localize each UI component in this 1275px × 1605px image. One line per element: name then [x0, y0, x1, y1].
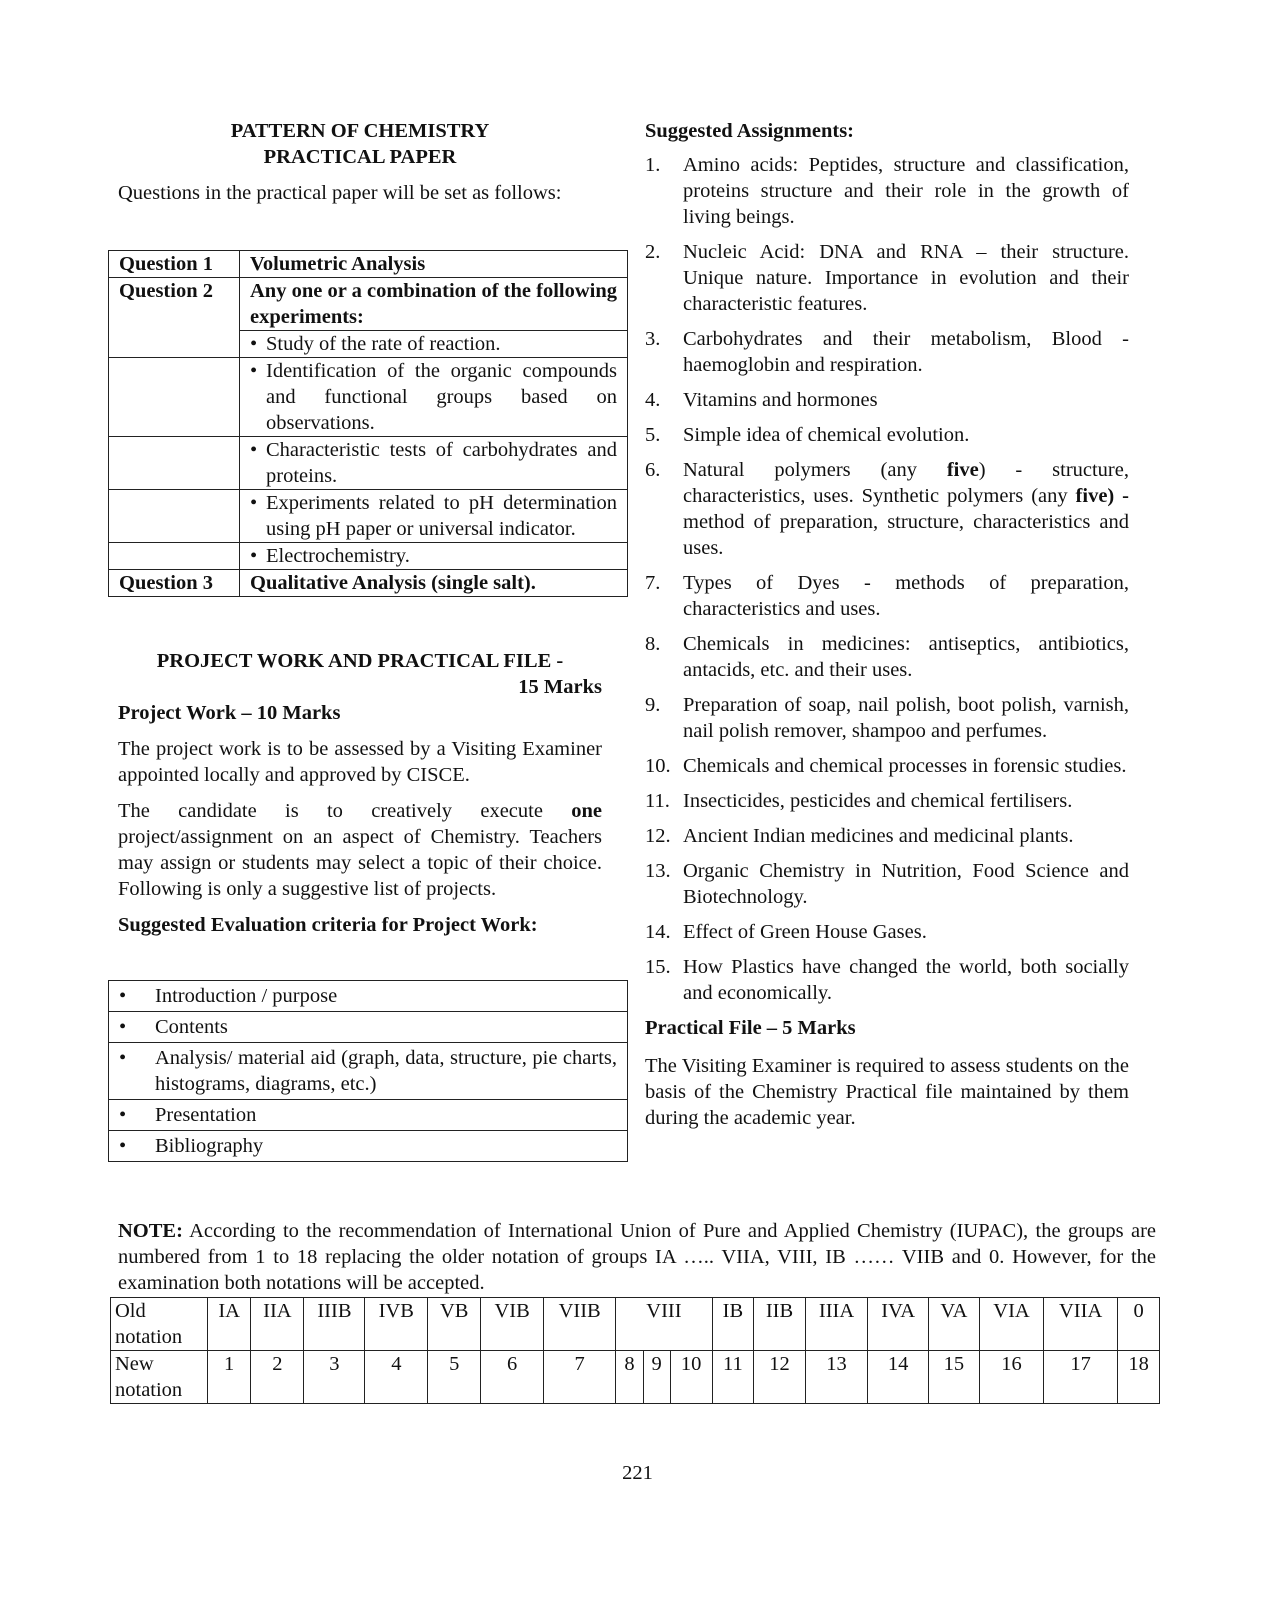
table-row [109, 278, 628, 331]
bullet-icon: • [119, 1135, 127, 1157]
right-column [645, 118, 1129, 1131]
old-notation-label: Old notation [111, 1298, 208, 1351]
list-item: 8. Chemicals in medicines: antiseptics, antibiotics, antacids, etc. and their uses. [645, 633, 1129, 681]
section-title [118, 118, 602, 170]
table-cell: IA [208, 1298, 251, 1351]
table-cell: VIII [616, 1298, 712, 1351]
table-row [109, 1131, 628, 1162]
table-cell: 12 [754, 1351, 805, 1404]
list-item: 14. Effect of Green House Gases. [645, 921, 927, 943]
table-row [109, 570, 628, 597]
questions-table [108, 250, 628, 597]
table-cell: 9 [643, 1351, 670, 1404]
list-item: 3. Carbohydrates and their metabolism, Blood - haemoglobin and respiration. [645, 328, 1129, 376]
project-work-heading: Project Work – 10 Marks [118, 702, 341, 724]
table-cell: VA [928, 1298, 979, 1351]
bullet-icon: • [250, 333, 258, 355]
table-cell: 14 [868, 1351, 929, 1404]
bullet-icon: • [119, 1047, 127, 1069]
table-row [109, 1012, 628, 1043]
note-label: NOTE: [118, 1220, 183, 1242]
list-item: 9. Preparation of soap, nail polish, boot polish, varnish, nail polish remover, shampoo and perfumes. [645, 694, 1129, 742]
experiment-item: • Electrochemistry. [240, 543, 628, 570]
table-row [109, 358, 628, 437]
bullet-icon: • [119, 1016, 127, 1038]
table-cell: VIIB [543, 1298, 615, 1351]
practical-file-paragraph: The Visiting Examiner is required to assess students on the basis of the Chemistry Practical file maintained by them during the academic year. [645, 1055, 1129, 1129]
table-cell: IIIA [805, 1298, 868, 1351]
list-item: 6. Natural polymers (any five) - structure, characteristics, uses. Synthetic polymers (any five) - method of preparation, structure, characteristics and uses. [645, 459, 1129, 559]
criteria-item: • Bibliography [109, 1131, 628, 1162]
table-cell: VB [428, 1298, 481, 1351]
table-row [109, 490, 628, 543]
table-cell: 15 [928, 1351, 979, 1404]
experiment-item: • Study of the rate of reaction. [240, 331, 628, 358]
table-cell: 18 [1118, 1351, 1160, 1404]
assignments-heading: Suggested Assignments: [645, 120, 855, 142]
table-cell: VIIA [1044, 1298, 1118, 1351]
notation-table [110, 1297, 1160, 1404]
question-label: Question 2 [109, 278, 240, 358]
bullet-icon: • [250, 439, 258, 461]
table-cell: IVB [365, 1298, 428, 1351]
project-heading-line-2: 15 Marks [518, 676, 602, 698]
table-row [109, 1043, 628, 1100]
table-row [109, 1100, 628, 1131]
list-item: 15. How Plastics have changed the world, both socially and economically. [645, 956, 1129, 1004]
empty-cell [109, 543, 240, 570]
title-line-2: PRACTICAL PAPER [263, 146, 457, 168]
question-text: Any one or a combination of the following experiments: [240, 278, 628, 331]
table-cell: 6 [481, 1351, 544, 1404]
table-row [109, 543, 628, 570]
question-label: Question 3 [109, 570, 240, 597]
project-paragraph-2: The candidate is to creatively execute one project/assignment on an aspect of Chemistry. Teachers may assign or students may select a topic of their choice. Following is only a suggestive list of projects. [118, 800, 602, 900]
criteria-item: • Presentation [109, 1100, 628, 1131]
table-row [111, 1298, 1160, 1351]
table-row [109, 437, 628, 490]
criteria-item: • Contents [109, 1012, 628, 1043]
table-cell: VIA [979, 1298, 1043, 1351]
list-item: 5. Simple idea of chemical evolution. [645, 424, 970, 446]
table-row [111, 1351, 1160, 1404]
project-heading-line-1: PROJECT WORK AND PRACTICAL FILE - [156, 650, 564, 672]
table-cell: 0 [1118, 1298, 1160, 1351]
bullet-icon: • [119, 1104, 127, 1126]
left-column [118, 118, 610, 206]
table-cell: IB [712, 1298, 754, 1351]
question-text: Qualitative Analysis (single salt). [240, 570, 628, 597]
list-item: 7. Types of Dyes - methods of preparation, characteristics and uses. [645, 572, 1129, 620]
table-cell: 5 [428, 1351, 481, 1404]
list-item: 12. Ancient Indian medicines and medicinal plants. [645, 825, 1074, 847]
page-number: 221 [622, 1462, 653, 1484]
experiment-item: • Experiments related to pH determination using pH paper or universal indicator. [240, 490, 628, 543]
assignments-list [645, 152, 1129, 1006]
empty-cell [109, 437, 240, 490]
table-cell: 2 [251, 1351, 304, 1404]
table-cell: IVA [868, 1298, 929, 1351]
bullet-icon: • [119, 985, 127, 1007]
title-line-1: PATTERN OF CHEMISTRY [230, 120, 490, 142]
question-text: Volumetric Analysis [240, 251, 628, 278]
table-cell: 1 [208, 1351, 251, 1404]
note-paragraph: NOTE: According to the recommendation of International Union of Pure and Applied Chemistry (IUPAC), the groups are numbered from 1 to 18 replacing the older notation of groups IA ….. VIIA, VIII, IB …… VIIB and 0. However, for the examination both notations will be accepted. [118, 1220, 1156, 1294]
bullet-icon: • [250, 492, 258, 514]
criteria-item: • Analysis/ material aid (graph, data, structure, pie charts, histograms, diagrams, etc.) [109, 1043, 628, 1100]
project-paragraph-1: The project work is to be assessed by a Visiting Examiner appointed locally and approved by CISCE. [118, 738, 602, 786]
list-item: 10. Chemicals and chemical processes in forensic studies. [645, 755, 1127, 777]
empty-cell [109, 358, 240, 437]
table-cell: 17 [1044, 1351, 1118, 1404]
bullet-icon: • [250, 360, 258, 382]
table-cell: 11 [712, 1351, 754, 1404]
table-row [109, 251, 628, 278]
table-cell: IIA [251, 1298, 304, 1351]
table-cell: 3 [304, 1351, 365, 1404]
experiment-item: • Characteristic tests of carbohydrates and proteins. [240, 437, 628, 490]
table-cell: IIIB [304, 1298, 365, 1351]
practical-file-heading: Practical File – 5 Marks [645, 1017, 856, 1039]
intro-text: Questions in the practical paper will be set as follows: [118, 182, 562, 204]
table-cell: VIB [481, 1298, 544, 1351]
table-cell: 13 [805, 1351, 868, 1404]
table-row [109, 981, 628, 1012]
list-item: 11. Insecticides, pesticides and chemical fertilisers. [645, 790, 1073, 812]
empty-cell [109, 490, 240, 543]
table-cell: 10 [670, 1351, 712, 1404]
table-cell: 7 [543, 1351, 615, 1404]
table-cell: 8 [616, 1351, 643, 1404]
new-notation-label: New notation [111, 1351, 208, 1404]
experiment-item: • Identification of the organic compounds and functional groups based on observations. [240, 358, 628, 437]
list-item: 13. Organic Chemistry in Nutrition, Food Science and Biotechnology. [645, 860, 1129, 908]
question-label: Question 1 [109, 251, 240, 278]
list-item: 2. Nucleic Acid: DNA and RNA – their structure. Unique nature. Importance in evolution and their characteristic features. [645, 241, 1129, 315]
criteria-table [108, 980, 628, 1162]
criteria-item: • Introduction / purpose [109, 981, 628, 1012]
criteria-heading: Suggested Evaluation criteria for Project Work: [118, 914, 538, 936]
table-cell: 4 [365, 1351, 428, 1404]
table-cell: IIB [754, 1298, 805, 1351]
bullet-icon: • [250, 545, 258, 567]
list-item: 1. Amino acids: Peptides, structure and classification, proteins structure and their role in the growth of living beings. [645, 154, 1129, 228]
list-item: 4. Vitamins and hormones [645, 389, 878, 411]
table-cell: 16 [979, 1351, 1043, 1404]
project-section [118, 648, 602, 938]
